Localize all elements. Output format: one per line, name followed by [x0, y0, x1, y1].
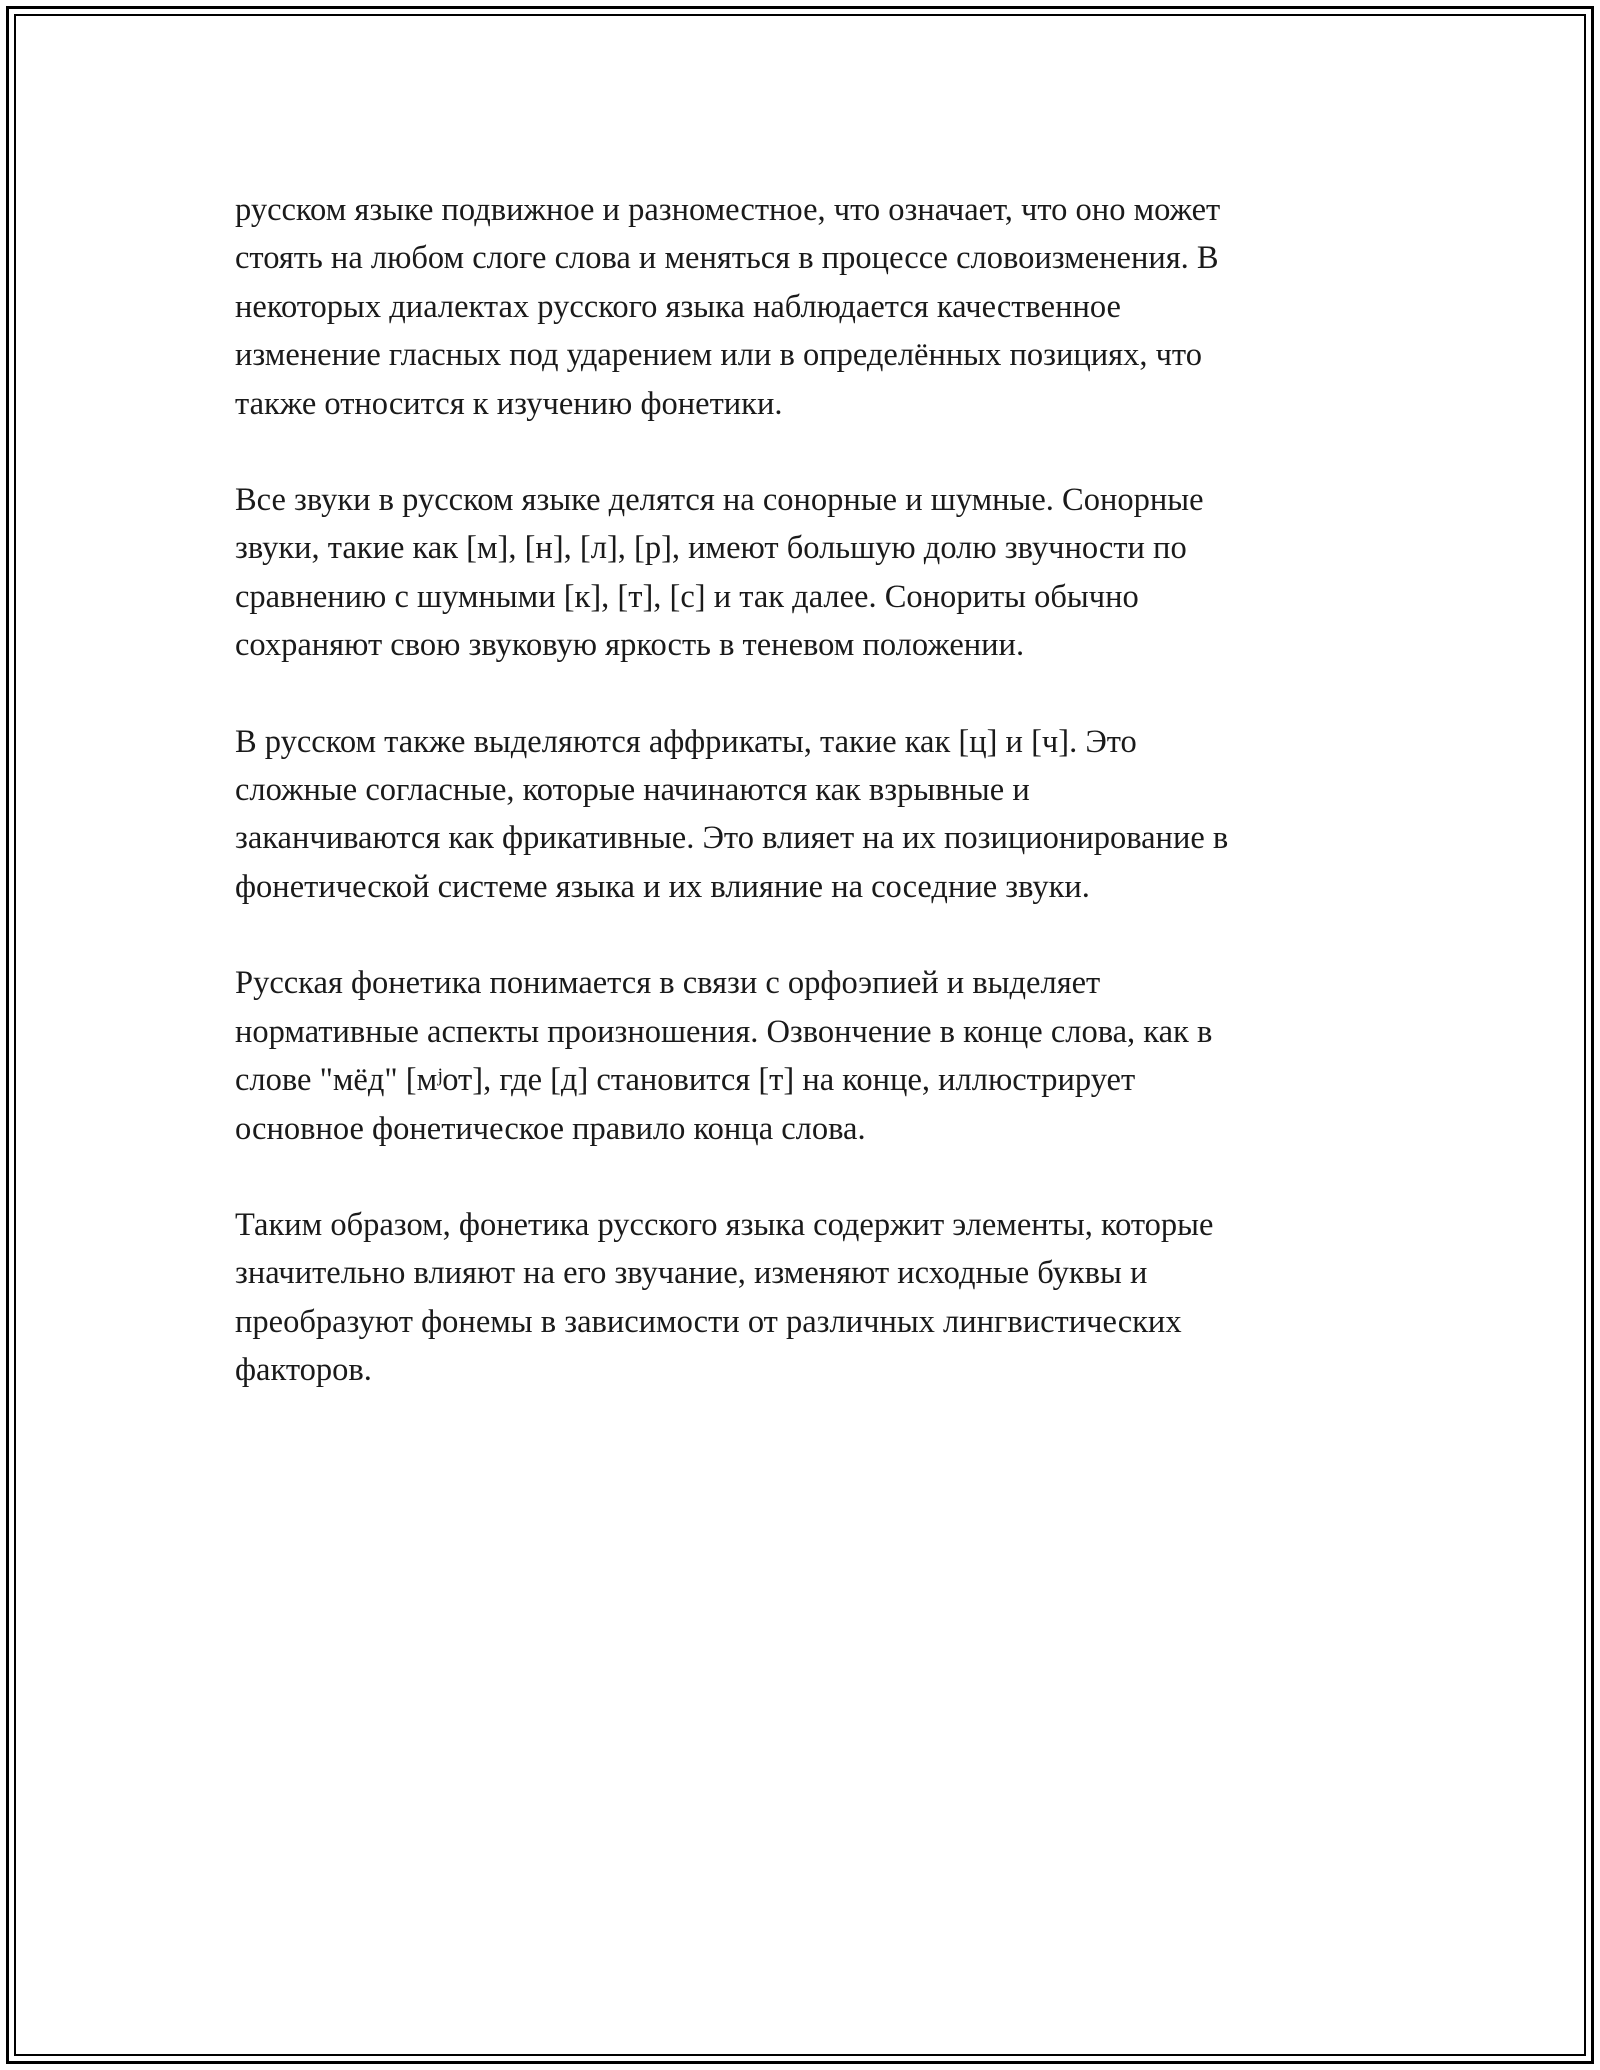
document-body [235, 186, 1375, 1443]
paragraph-sonorants: Все звуки в русском языке делятся на сонорные и шумные. Сонорные звуки, такие как [м], [н], [л], [р], имеют большую долю звучности по сравнению с шумными [к], [т], [с] и так далее. Сонориты обычно сохраняют свою звуковую яркость в теневом положении. [235, 482, 1204, 664]
paragraph-stress: русском языке подвижное и разноместное, что означает, что оно может стоять на любом слоге слова и меняться в процессе словоизменения. В некоторых диалектах русского языка наблюдается качественное изменение гласных под ударением или в определённых позициях, что также относится к изучению фонетики. [235, 192, 1221, 422]
paragraph-conclusion: Таким образом, фонетика русского языка содержит элементы, которые значительно влияют на его звучание, изменяют исходные буквы и преобразуют фонемы в зависимости от различных лингвистических факторов. [235, 1206, 1214, 1389]
paragraph-orthoepy: Русская фонетика понимается в связи с орфоэпией и выделяет нормативные аспекты произношения. Озвончение в конце слова, как в слове "мёд" [мʲот], где [д] становится [т] на конце, иллюстрирует основное фонетическое правило конца слова. [235, 965, 1213, 1147]
paragraph-affricates: В русском также выделяются аффрикаты, такие как [ц] и [ч]. Это сложные согласные, которые начинаются как взрывные и заканчиваются как фрикативные. Это влияет на их позиционирование в фонетической системе языка и их влияние на соседние звуки. [235, 723, 1229, 905]
